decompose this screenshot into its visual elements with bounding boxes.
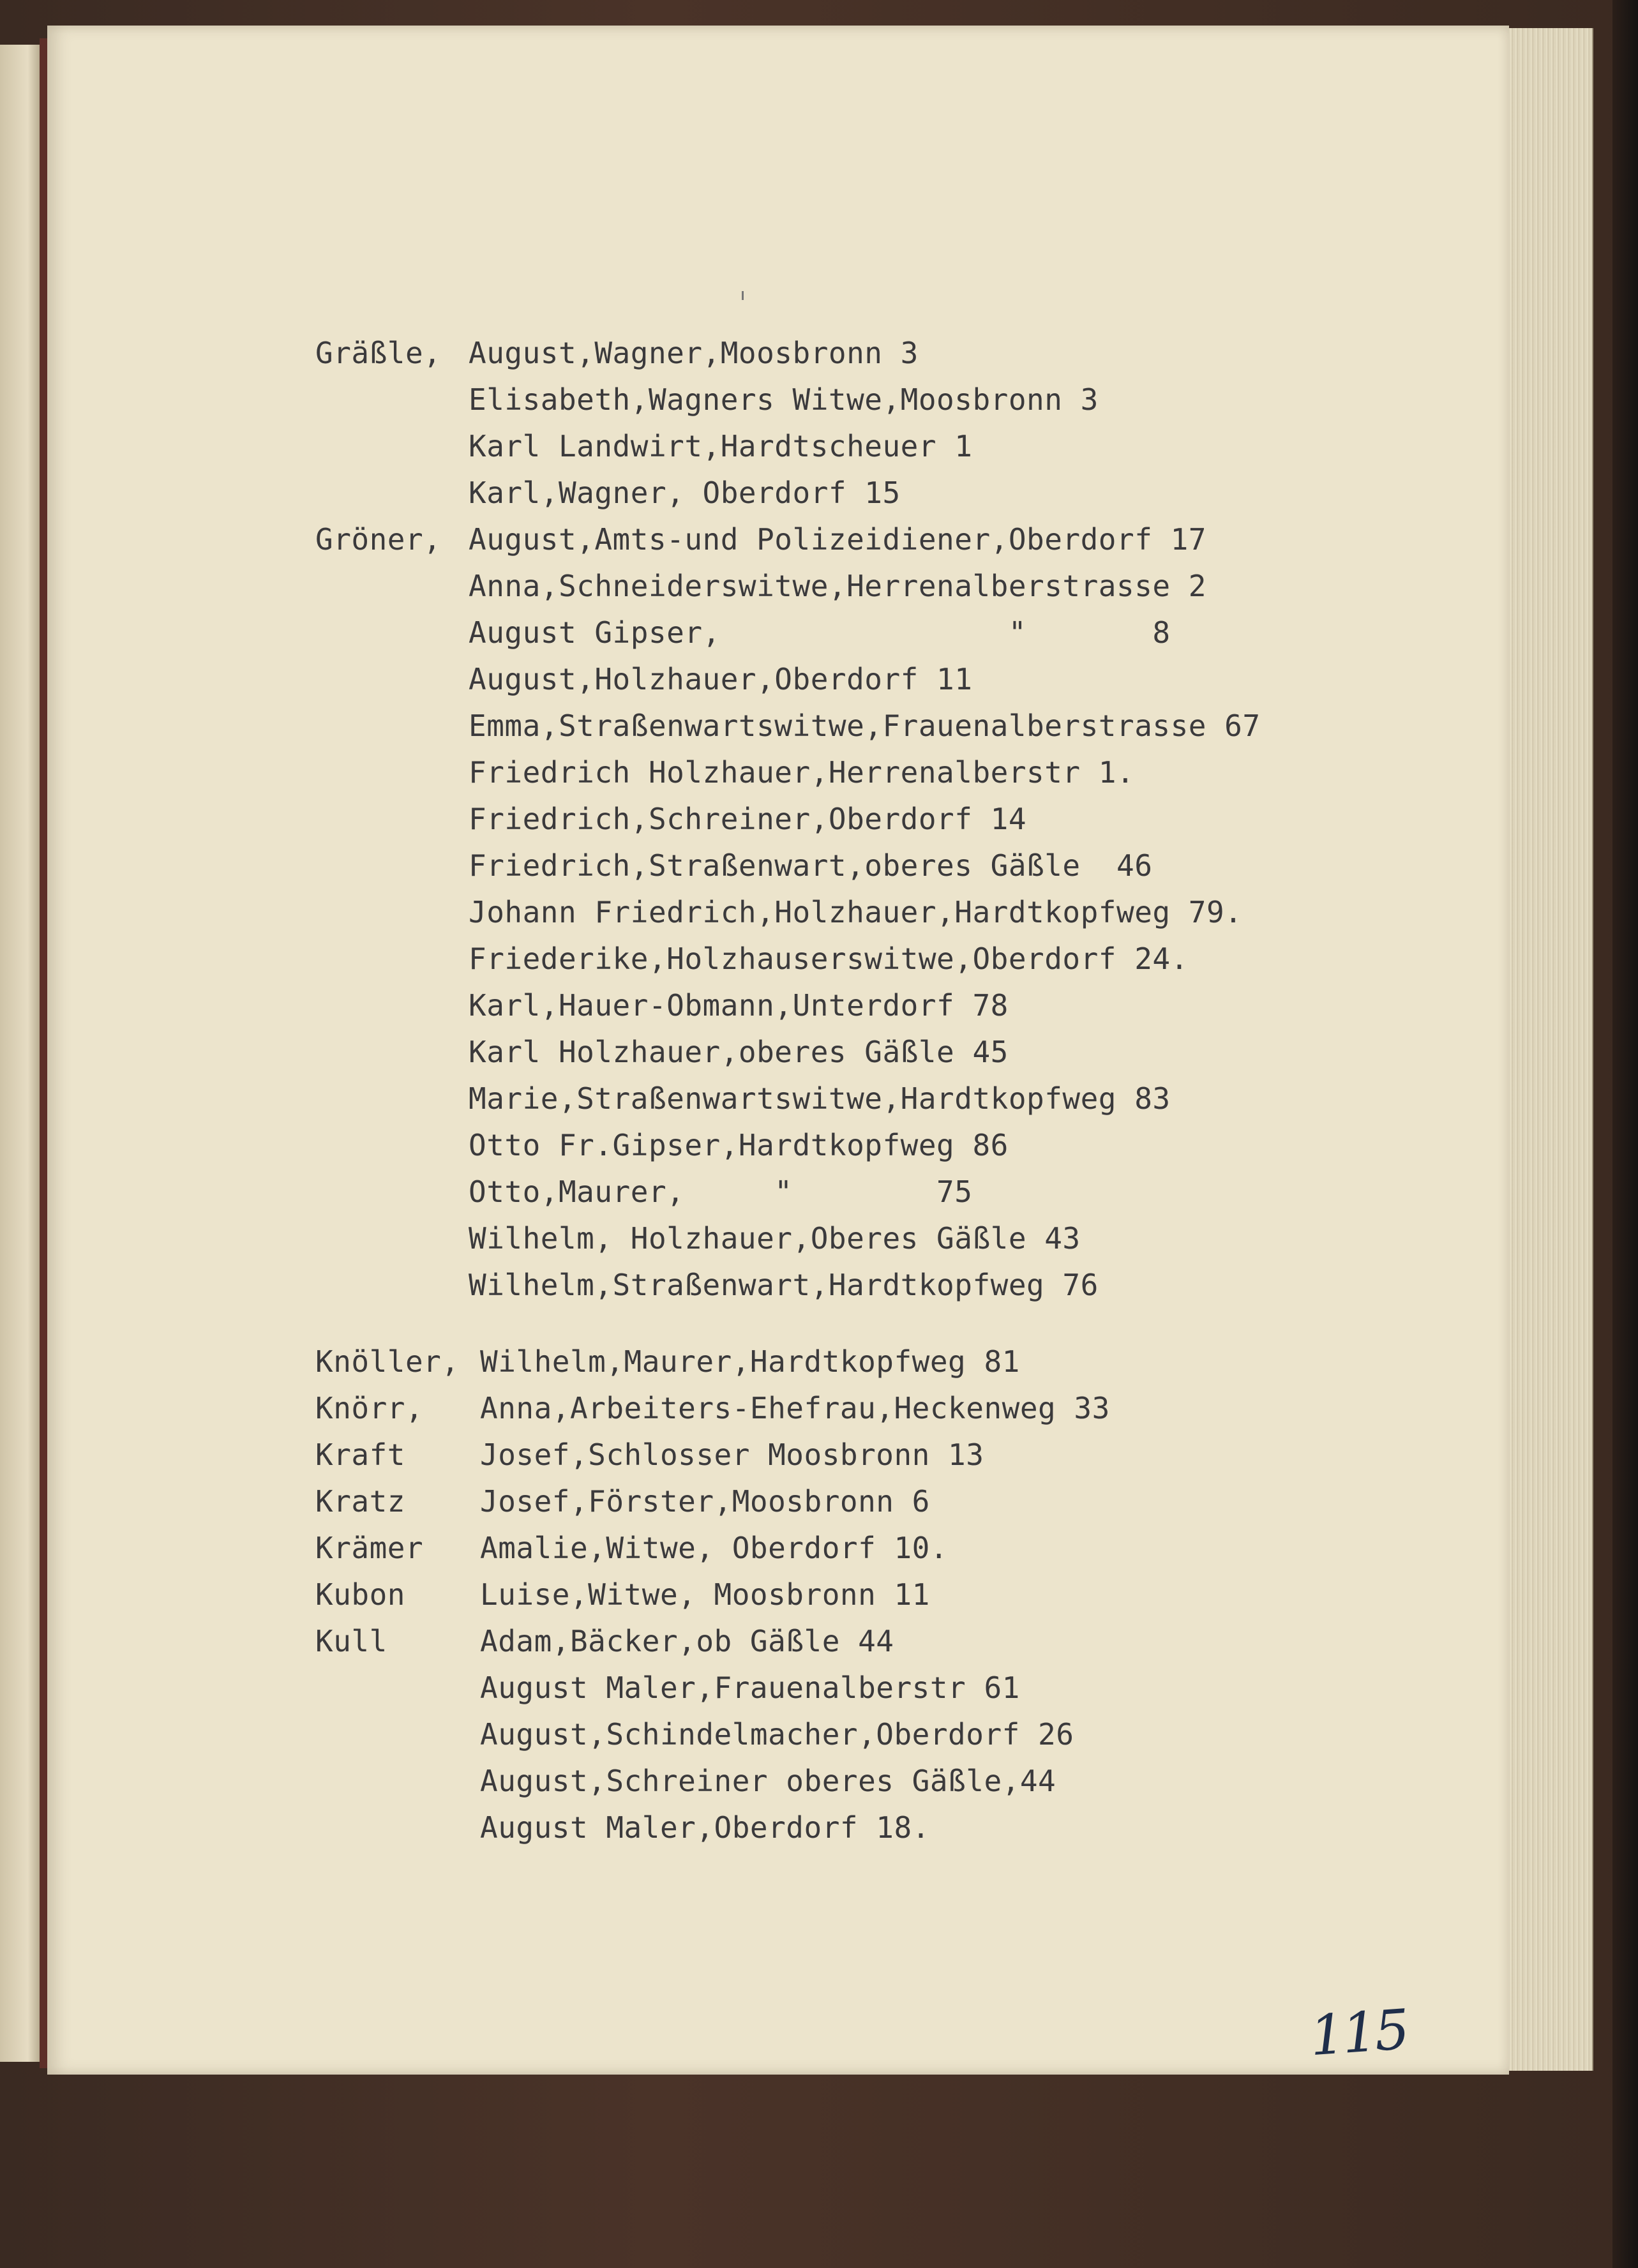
register-line: Friedrich,Straßenwart,oberes Gäßle 46 [469, 848, 1153, 883]
surname: Knöller, [315, 1344, 460, 1379]
surname: Gröner, [315, 522, 442, 557]
surname: Gräßle, [315, 336, 442, 370]
register-line: Anna,Schneiderswitwe,Herrenalberstrasse 2 [469, 569, 1206, 603]
register-line: Amalie,Witwe, Oberdorf 10. [480, 1531, 949, 1565]
surname: Kraft [315, 1438, 405, 1472]
register-line: Otto Fr.Gipser,Hardtkopfweg 86 [469, 1128, 1009, 1162]
register-line: Wilhelm,Maurer,Hardtkopfweg 81 [480, 1344, 1020, 1379]
register-line: Karl,Wagner, Oberdorf 15 [469, 476, 901, 510]
surname: Kratz [315, 1484, 405, 1519]
register-line: Wilhelm,Straßenwart,Hardtkopfweg 76 [469, 1268, 1099, 1302]
surname: Kull [315, 1624, 387, 1658]
surname: Krämer [315, 1531, 424, 1565]
register-line: Josef,Schlosser Moosbronn 13 [480, 1438, 984, 1472]
register-line: August,Schreiner oberes Gäßle,44 [480, 1764, 1056, 1798]
register-line: Elisabeth,Wagners Witwe,Moosbronn 3 [469, 382, 1099, 417]
register-line: August Maler,Oberdorf 18. [480, 1810, 930, 1845]
surname: Knörr, [315, 1391, 424, 1425]
binder-spine [40, 38, 47, 2068]
register-line: Friedrich Holzhauer,Herrenalberstr 1. [469, 755, 1135, 790]
register-line: Otto,Maurer, " 75 [469, 1175, 973, 1209]
register-line: Wilhelm, Holzhauer,Oberes Gäßle 43 [469, 1221, 1081, 1256]
register-line: Marie,Straßenwartswitwe,Hardtkopfweg 83 [469, 1081, 1171, 1116]
register-line: August,Schindelmacher,Oberdorf 26 [480, 1717, 1074, 1752]
register-line: Anna,Arbeiters-Ehefrau,Heckenweg 33 [480, 1391, 1110, 1425]
register-line: Karl Landwirt,Hardtscheuer 1 [469, 429, 973, 463]
register-line: Johann Friedrich,Holzhauer,Hardtkopfweg 79. [469, 895, 1243, 929]
register-line: August Maler,Frauenalberstr 61 [480, 1671, 1020, 1705]
register-line: Friedrich,Schreiner,Oberdorf 14 [469, 802, 1027, 836]
register-line: Karl,Hauer-Obmann,Unterdorf 78 [469, 988, 1009, 1023]
register-line: Adam,Bäcker,ob Gäßle 44 [480, 1624, 894, 1658]
binder-edge [1612, 0, 1638, 2268]
register-entries [47, 26, 1509, 2075]
document-page [47, 26, 1509, 2075]
register-line: August,Wagner,Moosbronn 3 [469, 336, 919, 370]
register-line: August,Holzhauer,Oberdorf 11 [469, 662, 973, 696]
register-line: Josef,Förster,Moosbronn 6 [480, 1484, 930, 1519]
surname: Kubon [315, 1577, 405, 1612]
register-line: Luise,Witwe, Moosbronn 11 [480, 1577, 930, 1612]
folio-number: 115 [1307, 1997, 1409, 2069]
register-line: Friederike,Holzhauserswitwe,Oberdorf 24. [469, 942, 1189, 976]
register-line: Karl Holzhauer,oberes Gäßle 45 [469, 1035, 1009, 1069]
register-line: Emma,Straßenwartswitwe,Frauenalberstrasse 67 [469, 709, 1261, 743]
page-stack-edge [1509, 28, 1593, 2071]
register-line: August,Amts-und Polizeidiener,Oberdorf 17 [469, 522, 1206, 557]
left-page-edge [0, 45, 41, 2062]
register-line: August Gipser, " 8 [469, 615, 1171, 650]
